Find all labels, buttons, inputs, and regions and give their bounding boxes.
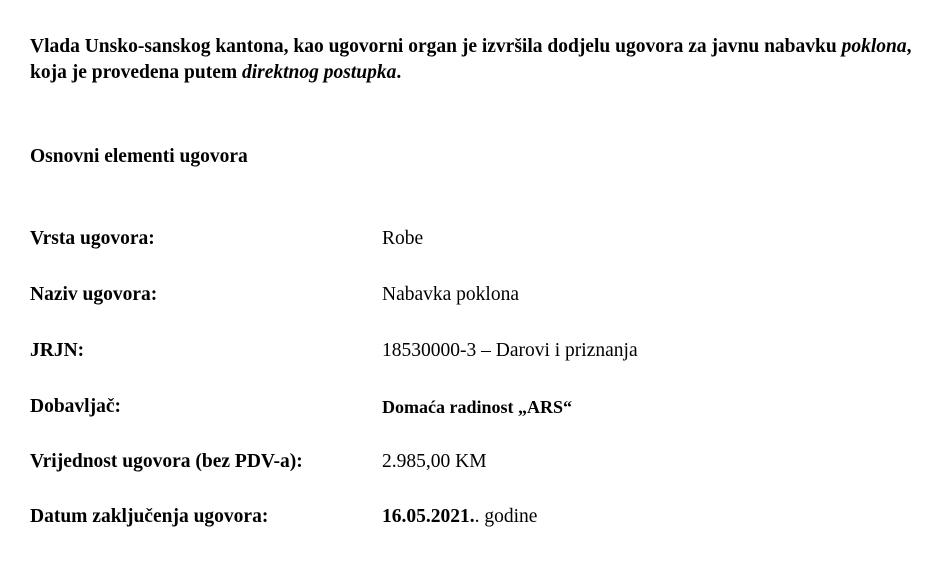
supplier-label: Dobavljač: bbox=[30, 396, 121, 417]
contract-date-suffix: . godine bbox=[474, 506, 538, 527]
contract-date-bold: 16.05.2021. bbox=[382, 506, 475, 527]
contract-type-value: Robe bbox=[382, 228, 424, 249]
intro-italic-procedure: direktnog postupka bbox=[241, 62, 397, 83]
contract-name-value: Nabavka poklona bbox=[382, 284, 519, 305]
contract-value-amount: 2.985,00 KM bbox=[382, 451, 487, 472]
intro-text-2: , koja je provedena putem bbox=[30, 36, 912, 83]
jrjn-value: 18530000-3 – Darovi i priznanja bbox=[382, 340, 638, 361]
contract-date-value bbox=[382, 504, 537, 530]
contract-value-label: Vrijednost ugovora (bez PDV-a): bbox=[30, 451, 303, 472]
intro-paragraph bbox=[30, 34, 940, 86]
contract-type-label: Vrsta ugovora: bbox=[30, 228, 155, 249]
contract-name-label: Naziv ugovora: bbox=[30, 284, 158, 305]
contract-date-label: Datum zaključenja ugovora: bbox=[30, 506, 269, 527]
intro-italic-subject: poklona bbox=[841, 36, 907, 57]
intro-text-1: Vlada Unsko-sanskog kantona, kao ugovorni organ je izvršila dodjelu ugovora za javnu nabavku bbox=[30, 36, 842, 57]
jrjn-label: JRJN: bbox=[30, 340, 85, 361]
supplier-value: Domaća radinost „ARS“ bbox=[382, 397, 573, 417]
intro-text-3: . bbox=[396, 62, 402, 83]
section-title: Osnovni elementi ugovora bbox=[30, 146, 248, 167]
